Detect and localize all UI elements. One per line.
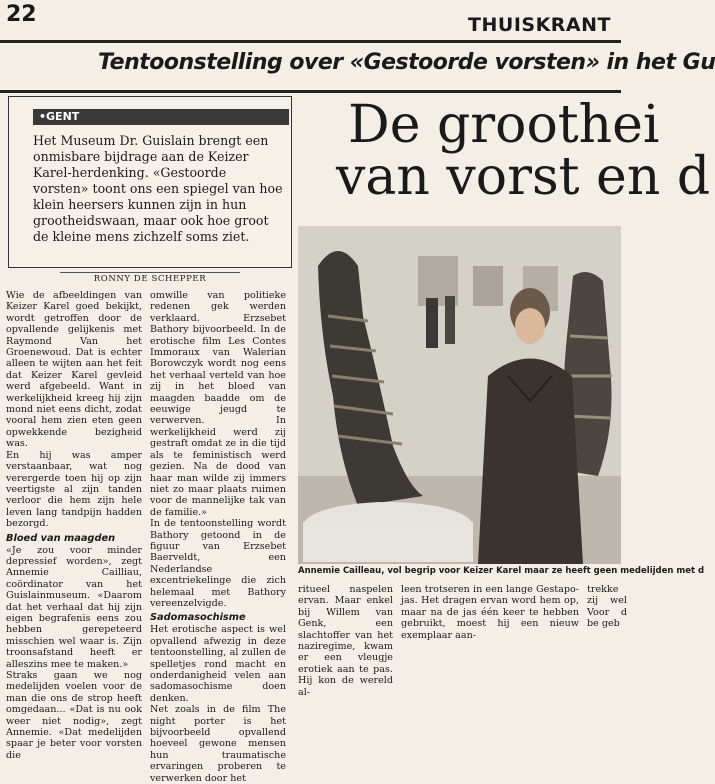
subheading: Bloed van maagden <box>6 532 116 544</box>
page-number: 22 <box>6 2 37 27</box>
paragraph: Straks gaan we nog medelijden voelen voor de man die ons de strop heeft omgedaan... «Dat is nu ook weer niet nodig», zegt Annemie. «Dat medelijden spaar je beter voor vorsten die <box>6 670 142 761</box>
headline-line-1: De groothei <box>348 95 660 155</box>
headline <box>300 95 711 207</box>
paragraph: Net zoals in de film The night porter is het bijvoorbeeld opvallend hoeveel gewone mensen hun traumatische ervaringen proberen te verwerken door het <box>150 704 286 784</box>
article-column-2 <box>150 290 286 784</box>
photo-illustration <box>298 226 621 564</box>
top-rule <box>0 40 621 43</box>
article-column-4 <box>401 584 579 641</box>
paragraph: Het erotische aspect is wel opvallend afwezig in deze tentoonstelling, al zullen de spelletjes rond macht en onderdanigheid velen aan sadomasochisme doen denken. <box>150 624 286 704</box>
article-column-3 <box>298 584 393 698</box>
paragraph: omwille van politieke redenen gek werden verklaard. Erzsebet Bathory bijvoorbeeld. In de erotische film Les Contes Immoraux van Walerian Borowczyk wordt nog eens het verhaal verteld van hoe zij in het bloed van maagden baadde om de eeuwige jeugd te verwerven. In werkelijkheid werd zij gestraft omdat ze in die tijd als te feministisch werd gezien. Na de dood van haar man wilde zij immers niet zo maar plaats ruimen voor de mannelijke tak van de familie.» <box>150 290 286 518</box>
paragraph: leen trotseren in een lange Gestapo-jas. Het dragen ervan word hem op, maar na de jas één keer te hebben gebruikt, moest hij een nieuw exemplaar aan- <box>401 584 579 641</box>
paragraph: «Je zou voor minder depressief worden», zegt Annemie Cailliau, coördinator van het Guislainmuseum. «Daarom dat het verhaal dat hij zijn eigen begrafenis eens zou hebben gerepeteerd misschien wel waar is. Zijn troonsafstand heeft er alleszins mee te maken.» <box>6 544 142 670</box>
article-column-1 <box>6 290 142 761</box>
paragraph: In de tentoonstelling wordt Bathory getoond in de figuur van Erzsebet Baerveldt, een Nederlandse excentriekelinge die zich helemaal met Bathory vereenzelvigde. <box>150 518 286 609</box>
paragraph: Wie de afbeeldingen van Keizer Karel goed bekijkt, wordt getroffen door de opvallende gelijkenis met Raymond Van het Groenewoud. Dat is echter alleen te wijten aan het feit dat Keizer Karel gevleid werd afgebeeld. Want in werkelijkheid kreeg hij zijn mond niet eens dicht, zodat vooral hem zien eten geen opwekkende bezigheid was. <box>6 290 142 450</box>
exhibition-photo <box>298 226 621 564</box>
location-tag: •GENT <box>33 109 289 125</box>
paragraph: trekke zij wel Voor d be geb <box>587 584 627 630</box>
subheading: Sadomasochisme <box>150 612 246 624</box>
kicker-text: Tentoonstelling over «Gestoorde vorsten» in het Gu <box>98 50 715 75</box>
paragraph: En hij was amper verstaanbaar, wat nog verergerde toen hij op zijn veertigste al zijn tanden verloor die hem zijn hele leven lang tandpijn hadden bezorgd. <box>6 449 142 530</box>
kicker-banner <box>0 44 715 93</box>
paragraph: ritueel naspelen ervan. Maar enkel bij Willem van Genk, een slachtoffer van het naziregime, kwam er een vleugje erotiek aan te pas. Hij kon de wereld al- <box>298 584 393 698</box>
byline: RONNY DE SCHEPPER <box>60 272 240 284</box>
section-title: THUISKRANT <box>468 14 611 36</box>
photo-caption: Annemie Cailleau, vol begrip voor Keizer Karel maar ze heeft geen medelijden met d <box>298 566 705 576</box>
headline-line-2: van vorst en d <box>336 147 711 207</box>
intro-text: Het Museum Dr. Guislain brengt een onmisbare bijdrage aan de Keizer Karel-herdenking. «Gestoorde vorsten» toont ons een spiegel van hoe klein heersers kunnen zijn in hun grootheidswaan, maar ook hoe groot de kleine mens zichzelf soms ziet. <box>33 133 283 244</box>
article-column-5 <box>587 584 627 630</box>
intro-box <box>8 96 292 268</box>
